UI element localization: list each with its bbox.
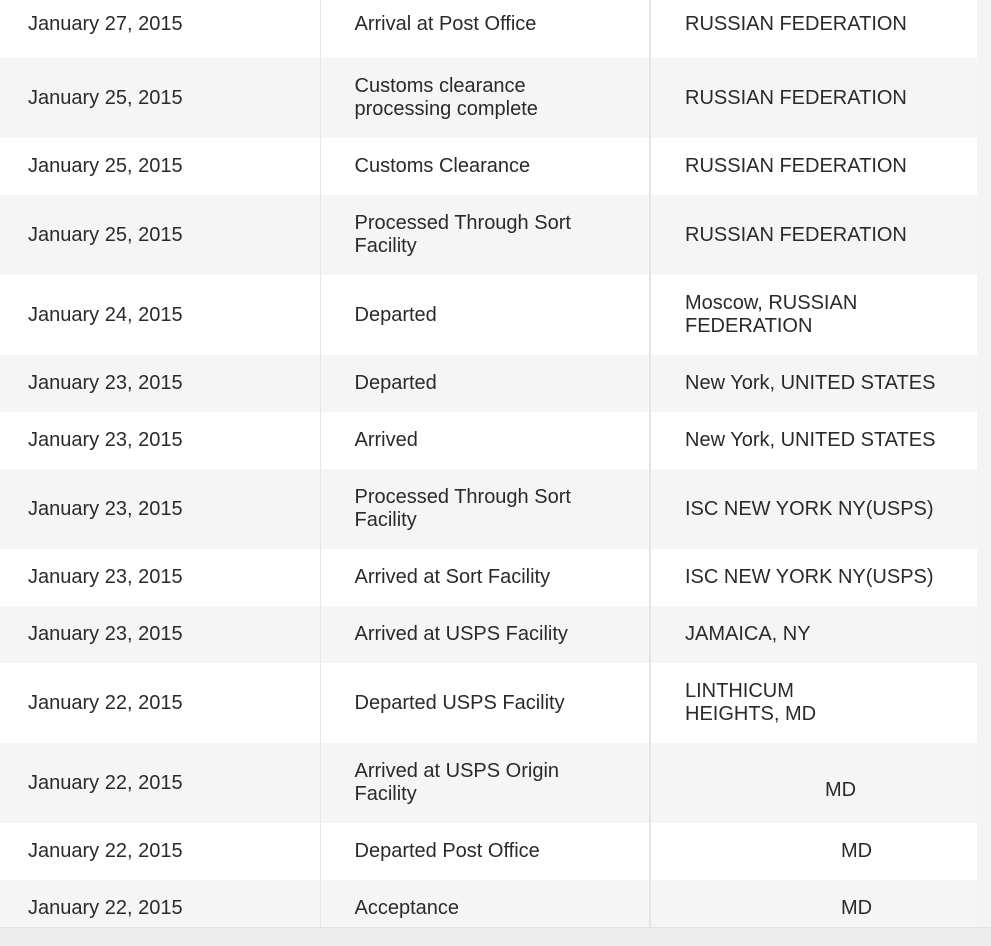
page-right-gutter — [977, 0, 991, 927]
event-description: Departed — [320, 355, 650, 412]
table-row — [0, 138, 977, 195]
event-date: January 22, 2015 — [0, 823, 320, 880]
event-description: Arrived — [320, 412, 650, 469]
event-location: JAMAICA, NY — [650, 606, 977, 663]
event-date: January 23, 2015 — [0, 355, 320, 412]
event-description: Processed Through Sort Facility — [320, 195, 650, 275]
event-location: RUSSIAN FEDERATION — [650, 0, 977, 58]
table-row — [0, 412, 977, 469]
table-row — [0, 355, 977, 412]
event-description: Processed Through Sort Facility — [320, 469, 650, 549]
event-description: Acceptance — [320, 880, 650, 937]
event-description: Departed — [320, 275, 650, 355]
table-row — [0, 275, 977, 355]
event-description: Customs clearance processing complete — [320, 58, 650, 138]
event-location: MD — [650, 823, 977, 880]
event-location: Moscow, RUSSIAN FEDERATION — [650, 275, 977, 355]
event-location: New York, UNITED STATES — [650, 355, 977, 412]
event-description: Arrived at USPS Facility — [320, 606, 650, 663]
event-location: RUSSIAN FEDERATION — [650, 138, 977, 195]
event-description: Arrived at Sort Facility — [320, 549, 650, 606]
table-row — [0, 606, 977, 663]
event-description: Arrived at USPS Origin Facility — [320, 743, 650, 823]
event-location: RUSSIAN FEDERATION — [650, 195, 977, 275]
event-date: January 22, 2015 — [0, 880, 320, 937]
table-row — [0, 663, 977, 743]
event-location: MD — [650, 743, 977, 823]
event-description: Arrival at Post Office — [320, 0, 650, 58]
table-row — [0, 195, 977, 275]
event-date: January 22, 2015 — [0, 743, 320, 823]
event-location: LINTHICUM HEIGHTS, MD — [650, 663, 977, 743]
event-date: January 22, 2015 — [0, 663, 320, 743]
table-row — [0, 743, 977, 823]
page-bottom-edge — [0, 927, 991, 946]
table-row — [0, 469, 977, 549]
event-location: ISC NEW YORK NY(USPS) — [650, 549, 977, 606]
table-row — [0, 549, 977, 606]
event-date: January 27, 2015 — [0, 0, 320, 58]
event-date: January 23, 2015 — [0, 549, 320, 606]
event-date: January 23, 2015 — [0, 469, 320, 549]
table-row — [0, 0, 977, 58]
event-date: January 25, 2015 — [0, 195, 320, 275]
table-row — [0, 823, 977, 880]
event-description: Departed USPS Facility — [320, 663, 650, 743]
event-date: January 23, 2015 — [0, 606, 320, 663]
event-date: January 23, 2015 — [0, 412, 320, 469]
event-description: Departed Post Office — [320, 823, 650, 880]
event-date: January 24, 2015 — [0, 275, 320, 355]
event-location: ISC NEW YORK NY(USPS) — [650, 469, 977, 549]
event-date: January 25, 2015 — [0, 138, 320, 195]
table-row — [0, 58, 977, 138]
event-description: Customs Clearance — [320, 138, 650, 195]
event-location: MD — [650, 880, 977, 937]
event-location: New York, UNITED STATES — [650, 412, 977, 469]
event-location: RUSSIAN FEDERATION — [650, 58, 977, 138]
event-date: January 25, 2015 — [0, 58, 320, 138]
